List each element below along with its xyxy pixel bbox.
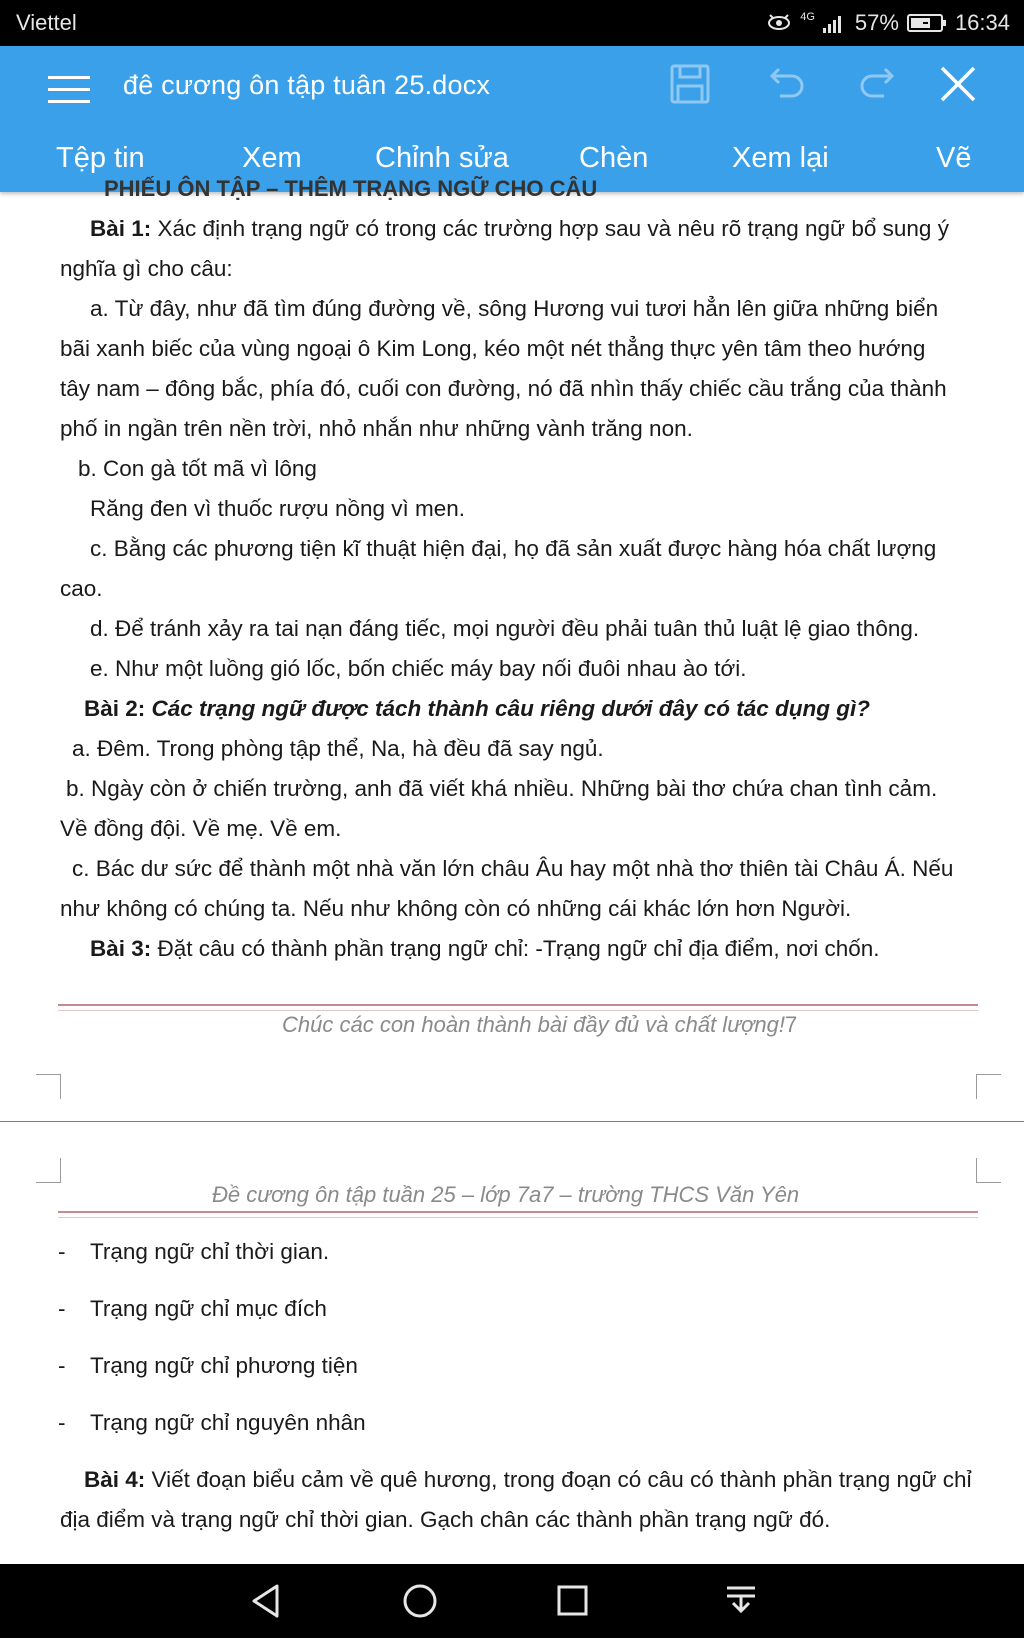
bai2-b-line2: Về đồng đội. Về mẹ. Về em. <box>60 816 342 841</box>
page-separator <box>0 1121 1024 1122</box>
tab-view[interactable]: Xem <box>242 142 302 174</box>
system-nav-bar <box>0 1564 1024 1638</box>
item-a-line3: tây nam – đông bắc, phía đó, cuối con đường, nó đã nhìn thấy chiếc cầu trắng của thành <box>60 376 947 401</box>
eye-comfort-icon <box>766 13 792 33</box>
document-canvas[interactable] <box>0 176 1024 1564</box>
undo-icon[interactable] <box>762 62 806 106</box>
item-b-line1: b. Con gà tốt mã vì lông <box>78 456 317 481</box>
bullet-3: - Trạng ngữ chỉ phương tiện <box>58 1353 358 1378</box>
item-a-line4: phố in ngần trên nền trời, nhỏ nhắn như những vành trăng non. <box>60 416 693 441</box>
bai2-b-line1: b. Ngày còn ở chiến trường, anh đã viết khá nhiều. Những bài thơ chứa chan tình cảm. <box>66 776 938 801</box>
bai2-c-line2: như không có chúng ta. Nếu như không còn có những cái khác lớn hơn Người. <box>60 896 852 921</box>
bai2-a: a. Đêm. Trong phòng tập thể, Na, hà đều đã say ngủ. <box>72 736 604 761</box>
bai2-heading: Bài 2: Các trạng ngữ được tách thành câu riêng dưới đây có tác dụng gì? <box>84 696 871 721</box>
bullet-2: - Trạng ngữ chỉ mục đích <box>58 1296 327 1321</box>
item-c-line2: cao. <box>60 576 103 601</box>
bai3-line: Bài 3: Đặt câu có thành phần trạng ngữ chỉ: -Trạng ngữ chỉ địa điểm, nơi chốn. <box>90 936 880 961</box>
header-rule <box>58 1211 978 1218</box>
network-type: 4G <box>800 11 815 23</box>
signal-icon <box>823 13 847 33</box>
status-icons <box>766 10 1010 36</box>
close-icon[interactable] <box>938 64 978 104</box>
tab-insert[interactable]: Chèn <box>579 142 649 174</box>
bullet-4: - Trạng ngữ chỉ nguyên nhân <box>58 1410 366 1435</box>
item-d-line: d. Để tránh xảy ra tai nạn đáng tiếc, mọi người đều phải tuân thủ luật lệ giao thông. <box>90 616 920 641</box>
bai1-line2: nghĩa gì cho câu: <box>60 256 233 281</box>
page-corner-tl <box>36 1158 61 1183</box>
item-b-line2: Răng đen vì thuốc rượu nồng vì men. <box>90 496 466 521</box>
battery-percent: 57% <box>854 10 899 35</box>
page-corner-tr <box>976 1158 1001 1183</box>
status-bar <box>0 0 1024 46</box>
save-icon[interactable] <box>668 62 712 106</box>
cut-off-heading: PHIẾU ÔN TẬP – THÊM TRẠNG NGỮ CHO CÂU <box>104 176 598 201</box>
page-number: 7 <box>785 1012 798 1037</box>
bullet-1: - Trạng ngữ chỉ thời gian. <box>58 1239 330 1264</box>
back-icon[interactable] <box>249 1583 283 1619</box>
redo-icon[interactable] <box>858 62 902 106</box>
notification-pull-icon[interactable] <box>724 1583 758 1619</box>
item-c-line1: c. Bằng các phương tiện kĩ thuật hiện đại, họ đã sản xuất được hàng hóa chất lượng <box>90 536 937 561</box>
page-corner-br <box>976 1074 1001 1099</box>
battery-icon <box>907 13 947 33</box>
page-header: Đề cương ôn tập tuần 25 – lớp 7a7 – trường THCS Văn Yên <box>212 1182 800 1207</box>
bai4-line2: địa điểm và trạng ngữ chỉ thời gian. Gạch chân các thành phần trạng ngữ đó. <box>60 1507 831 1532</box>
item-a-line2: bãi xanh biếc của vùng ngoại ô Kim Long, kéo một nét thẳng thực yên tâm theo hướng <box>60 336 926 361</box>
item-e-line: e. Như một luồng gió lốc, bốn chiếc máy bay nối đuôi nhau ào tới. <box>90 656 747 681</box>
tab-draw[interactable]: Vẽ <box>936 142 972 174</box>
footer-rule <box>58 1004 978 1011</box>
clock: 16:34 <box>954 10 1010 35</box>
bai4-line1: Bài 4: Viết đoạn biểu cảm về quê hương, trong đoạn có câu có thành phần trạng ngữ chỉ <box>84 1467 972 1492</box>
bai1-line1: Bài 1: Xác định trạng ngữ có trong các trường hợp sau và nêu rõ trạng ngữ bổ sung ý <box>90 216 949 241</box>
bai2-c-line1: c. Bác dư sức để thành một nhà văn lớn châu Âu hay một nhà thơ thiên tài Châu Á. Nếu <box>72 856 954 881</box>
app-bar <box>0 46 1024 192</box>
menu-icon[interactable] <box>48 68 92 112</box>
tab-file[interactable]: Tệp tin <box>56 142 145 174</box>
tab-edit[interactable]: Chỉnh sửa <box>375 142 509 174</box>
carrier-name: Viettel <box>16 10 77 35</box>
page-footer: Chúc các con hoàn thành bài đầy đủ và chất lượng!7 <box>282 1012 798 1037</box>
recents-icon[interactable] <box>556 1583 590 1619</box>
tab-review[interactable]: Xem lại <box>732 142 829 174</box>
page-corner-bl <box>36 1074 61 1099</box>
home-icon[interactable] <box>402 1583 438 1619</box>
document-title: đê cương ôn tập tuân 25.docx <box>123 70 491 100</box>
item-a-line1: a. Từ đây, như đã tìm đúng đường về, sông Hương vui tươi hẳn lên giữa những biển <box>90 296 939 321</box>
